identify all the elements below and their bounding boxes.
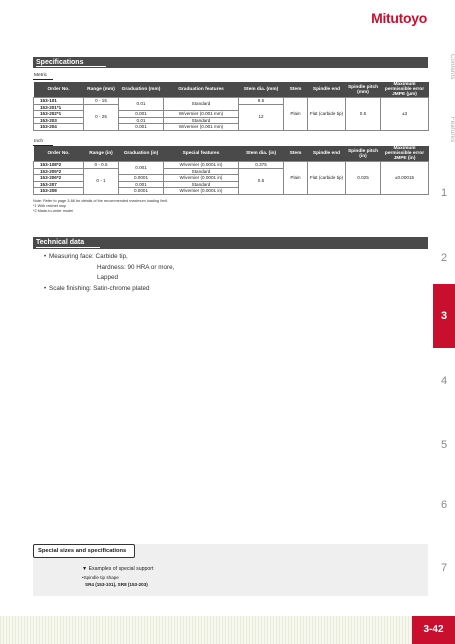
stem-dia: 0.375: [239, 162, 284, 169]
order-no: 153-108*2: [34, 162, 84, 169]
col-header: Spindle end: [308, 146, 346, 162]
order-no: 153-203: [34, 117, 84, 124]
list-item-continuation: Lapped: [97, 274, 119, 281]
page-number: 3-42: [412, 616, 455, 644]
stem-dia: 9.5: [239, 98, 284, 105]
col-header: Spindle end: [308, 82, 346, 98]
chapter-tab-7[interactable]: 7: [440, 562, 448, 574]
graduation: 0.01: [119, 117, 164, 124]
graduation: 0.001: [119, 111, 164, 118]
list-item-label: Measuring face: Carbide tip,: [49, 253, 128, 260]
stem: Plain: [284, 162, 308, 195]
stem: Plain: [284, 98, 308, 131]
triangle-down-icon: ▼: [82, 566, 89, 572]
spec-notes: [33, 199, 168, 214]
range: 0 - 1: [84, 168, 119, 194]
specifications-title: Specifications: [36, 59, 84, 66]
col-header: Maximum permissible error JMPE (μm): [381, 82, 429, 98]
technical-data-list: [44, 252, 174, 294]
chapter-tab-1[interactable]: 1: [440, 187, 448, 199]
max-permissible-error: ±0.00015: [381, 162, 429, 195]
order-no: 153-208: [34, 188, 84, 195]
footer-bar: [0, 616, 455, 644]
col-header: Graduation features: [164, 82, 239, 98]
range: 0 - 0.5: [84, 162, 119, 169]
col-header: Maximum permissible error JMPE (in): [381, 146, 429, 162]
special-features: W/vernier (0.0001 in): [164, 188, 239, 195]
col-header: Graduation (mm): [119, 82, 164, 98]
chapter-tab-4[interactable]: 4: [440, 375, 448, 387]
chapter-tab-6[interactable]: 6: [440, 499, 448, 511]
bullet-icon: •: [44, 284, 47, 292]
technical-data-heading: [33, 237, 428, 249]
specifications-heading: [33, 57, 428, 68]
list-item-label: Scale finishing: Satin-chrome plated: [49, 284, 150, 292]
order-no: 153-204: [34, 124, 84, 131]
special-features: W/vernier (0.0001 in): [164, 175, 239, 182]
order-no: 153-201*1: [34, 104, 84, 111]
heading-underline: [36, 247, 100, 248]
inch-spec-table: [33, 146, 429, 195]
list-item: [44, 284, 174, 295]
col-header: Order No.: [34, 146, 84, 162]
range: 0 - 15: [84, 98, 119, 105]
col-header: Graduation (in): [119, 146, 164, 162]
col-header: Special features: [164, 146, 239, 162]
spindle-end: Flat (carbide tip): [308, 162, 346, 195]
order-no: 153-205*2: [34, 168, 84, 175]
range: 0 - 25: [84, 104, 119, 130]
special-heading-text: Examples of special support: [88, 566, 154, 572]
special-features: W/vernier (0.0001 in): [164, 162, 239, 169]
special-line: •Spindle tip shape: [82, 574, 119, 580]
metric-tag: Metric: [33, 72, 53, 80]
list-item-continuation: Hardness: 90 HRA or more,: [97, 263, 175, 271]
sidebar-contents-link[interactable]: Contents: [449, 54, 455, 80]
col-header: Range (in): [84, 146, 119, 162]
table-header-row: [34, 82, 429, 98]
order-no: 153-101: [34, 98, 84, 105]
graduation-features: Standard: [164, 117, 239, 124]
graduation: 0.0001: [119, 175, 164, 182]
special-sizes-title: Special sizes and specifications: [33, 544, 135, 558]
technical-data-title: Technical data: [36, 239, 85, 246]
metric-spec-table: [33, 82, 429, 131]
order-no: 153-206*2: [34, 175, 84, 182]
list-item: [44, 252, 174, 263]
col-header: Stem dia. (in): [239, 146, 284, 162]
sidebar-features-link[interactable]: Features: [449, 117, 455, 143]
graduation: 0.0001: [119, 188, 164, 195]
graduation-features: W/vernier (0.001 mm): [164, 111, 239, 118]
order-no: 153-207: [34, 181, 84, 188]
chapter-sidebar: [433, 32, 455, 592]
col-header: Spindle pitch (in): [346, 146, 381, 162]
graduation: 0.001: [119, 124, 164, 131]
spindle-pitch: 0.025: [346, 162, 381, 195]
col-header: Stem dia. (mm): [239, 82, 284, 98]
mitutoyo-logo: Mitutoyo: [371, 10, 427, 26]
graduation: 0.01: [119, 98, 164, 111]
special-sizes-content: [82, 566, 153, 589]
special-features: Standard: [164, 181, 239, 188]
special-heading: [82, 566, 153, 574]
table-header-row: [34, 146, 429, 162]
col-header: Stem: [284, 82, 308, 98]
chapter-tab-2[interactable]: 2: [440, 252, 448, 264]
footer-stripe: [0, 616, 412, 644]
col-header: Stem: [284, 146, 308, 162]
heading-underline: [36, 66, 106, 67]
col-header: Range (mm): [84, 82, 119, 98]
stem-dia: 12: [239, 104, 284, 130]
note-line: Note: Refer to page 3-68 for details of the recommended maximum loading limit.: [33, 199, 168, 203]
graduation-features: Standard: [164, 98, 239, 111]
bullet-icon: •: [44, 253, 47, 260]
order-no: 153-202*1: [34, 111, 84, 118]
stem-dia: 0.5: [239, 168, 284, 194]
col-header: Spindle pitch (mm): [346, 82, 381, 98]
col-header: Order No.: [34, 82, 84, 98]
note-line: *1 With ratchet stop: [33, 204, 67, 208]
graduation: 0.001: [119, 162, 164, 175]
special-line: SR4 (153-101), SR8 (153-203): [85, 582, 148, 587]
chapter-tab-5[interactable]: 5: [440, 439, 448, 451]
note-line: *2 Made-to-order model: [33, 209, 74, 213]
chapter-tab-3-active[interactable]: 3: [433, 284, 455, 348]
inch-tag: Inch: [33, 138, 53, 146]
graduation: 0.001: [119, 181, 164, 188]
max-permissible-error: ±3: [381, 98, 429, 131]
graduation-features: W/vernier (0.001 mm): [164, 124, 239, 131]
spindle-end: Flat (carbide tip): [308, 98, 346, 131]
spindle-pitch: 0.5: [346, 98, 381, 131]
special-features: Standard: [164, 168, 239, 175]
